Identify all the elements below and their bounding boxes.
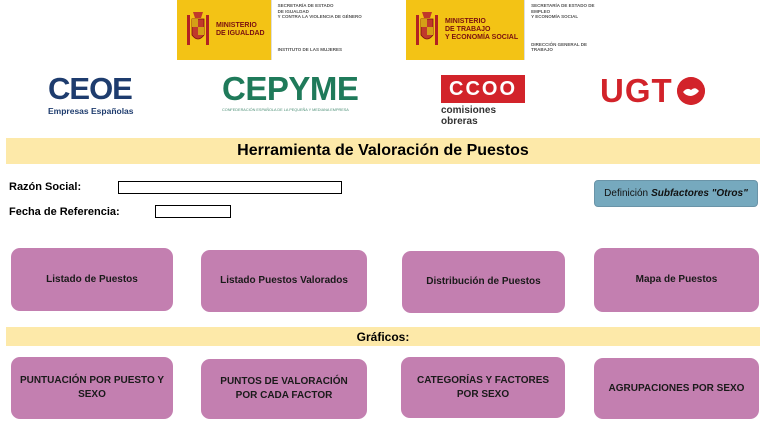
ministry-name: MINISTERIO DE TRABAJO Y ECONOMÍA SOCIAL (445, 18, 519, 41)
ceoe-subtitle: Empresas Españolas (48, 106, 134, 116)
coat-of-arms-icon (185, 9, 211, 51)
ceoe-wordmark: CEOE (48, 71, 132, 106)
razon-social-label: Razón Social: (9, 181, 82, 193)
definicion-label: Definición (604, 188, 649, 199)
listado-puestos-button[interactable]: Listado de Puestos (11, 248, 173, 311)
categorias-factores-sexo-button[interactable]: CATEGORÍAS Y FACTORES POR SEXO (401, 357, 565, 418)
fecha-referencia-input[interactable] (155, 205, 231, 218)
coat-of-arms-icon (414, 9, 440, 51)
handshake-icon (677, 77, 705, 105)
razon-social-input[interactable] (118, 181, 342, 194)
logo-cepyme (222, 70, 368, 112)
ugt-wordmark: UGT (600, 72, 673, 109)
puntuacion-puesto-sexo-button[interactable]: PUNTUACIÓN POR PUESTO Y SEXO (11, 357, 173, 419)
logo-ministerio-igualdad (177, 0, 379, 60)
logo-ccoo (441, 75, 525, 127)
cepyme-wordmark: CEPYME (222, 70, 359, 107)
secretaria-text: SECRETARÍA DE ESTADO DE IGUALDAD Y CONTRA LA VIOLENCIA DE GÉNERO (277, 3, 362, 19)
puntos-valoracion-factor-button[interactable]: PUNTOS DE VALORACIÓN POR CADA FACTOR (201, 359, 367, 419)
ministry-name: MINISTERIO DE IGUALDAD (216, 22, 265, 37)
fecha-referencia-label: Fecha de Referencia: (9, 206, 120, 218)
definicion-subfactores-button[interactable] (594, 180, 758, 207)
direccion-text: DIRECCIÓN GENERAL DE TRABAJO (531, 42, 588, 52)
listado-puestos-valorados-button[interactable]: Listado Puestos Valorados (201, 250, 367, 312)
cepyme-subtitle: CONFEDERACIÓN ESPAÑOLA DE LA PEQUEÑA Y MEDIANA EMPRESA (222, 108, 349, 112)
logo-ugt (600, 74, 710, 108)
logo-ceoe (48, 71, 140, 116)
direccion-text: INSTITUTO DE LAS MUJERES (277, 47, 343, 52)
ccoo-subtitle: comisiones obreras (441, 105, 497, 127)
definicion-italic-label: Subfactores "Otros" (651, 188, 748, 199)
page-title: Herramienta de Valoración de Puestos (6, 138, 760, 164)
secretaria-text: SECRETARÍA DE ESTADO DE EMPLEO Y ECONOMÍA SOCIAL (531, 3, 595, 19)
mapa-puestos-button[interactable]: Mapa de Puestos (594, 248, 759, 312)
logo-ministerio-trabajo (406, 0, 604, 60)
graficos-heading: Gráficos: (6, 327, 760, 346)
distribucion-puestos-button[interactable]: Distribución de Puestos (402, 251, 565, 313)
agrupaciones-sexo-button[interactable]: AGRUPACIONES POR SEXO (594, 358, 759, 419)
ccoo-wordmark: CCOO (441, 75, 525, 103)
